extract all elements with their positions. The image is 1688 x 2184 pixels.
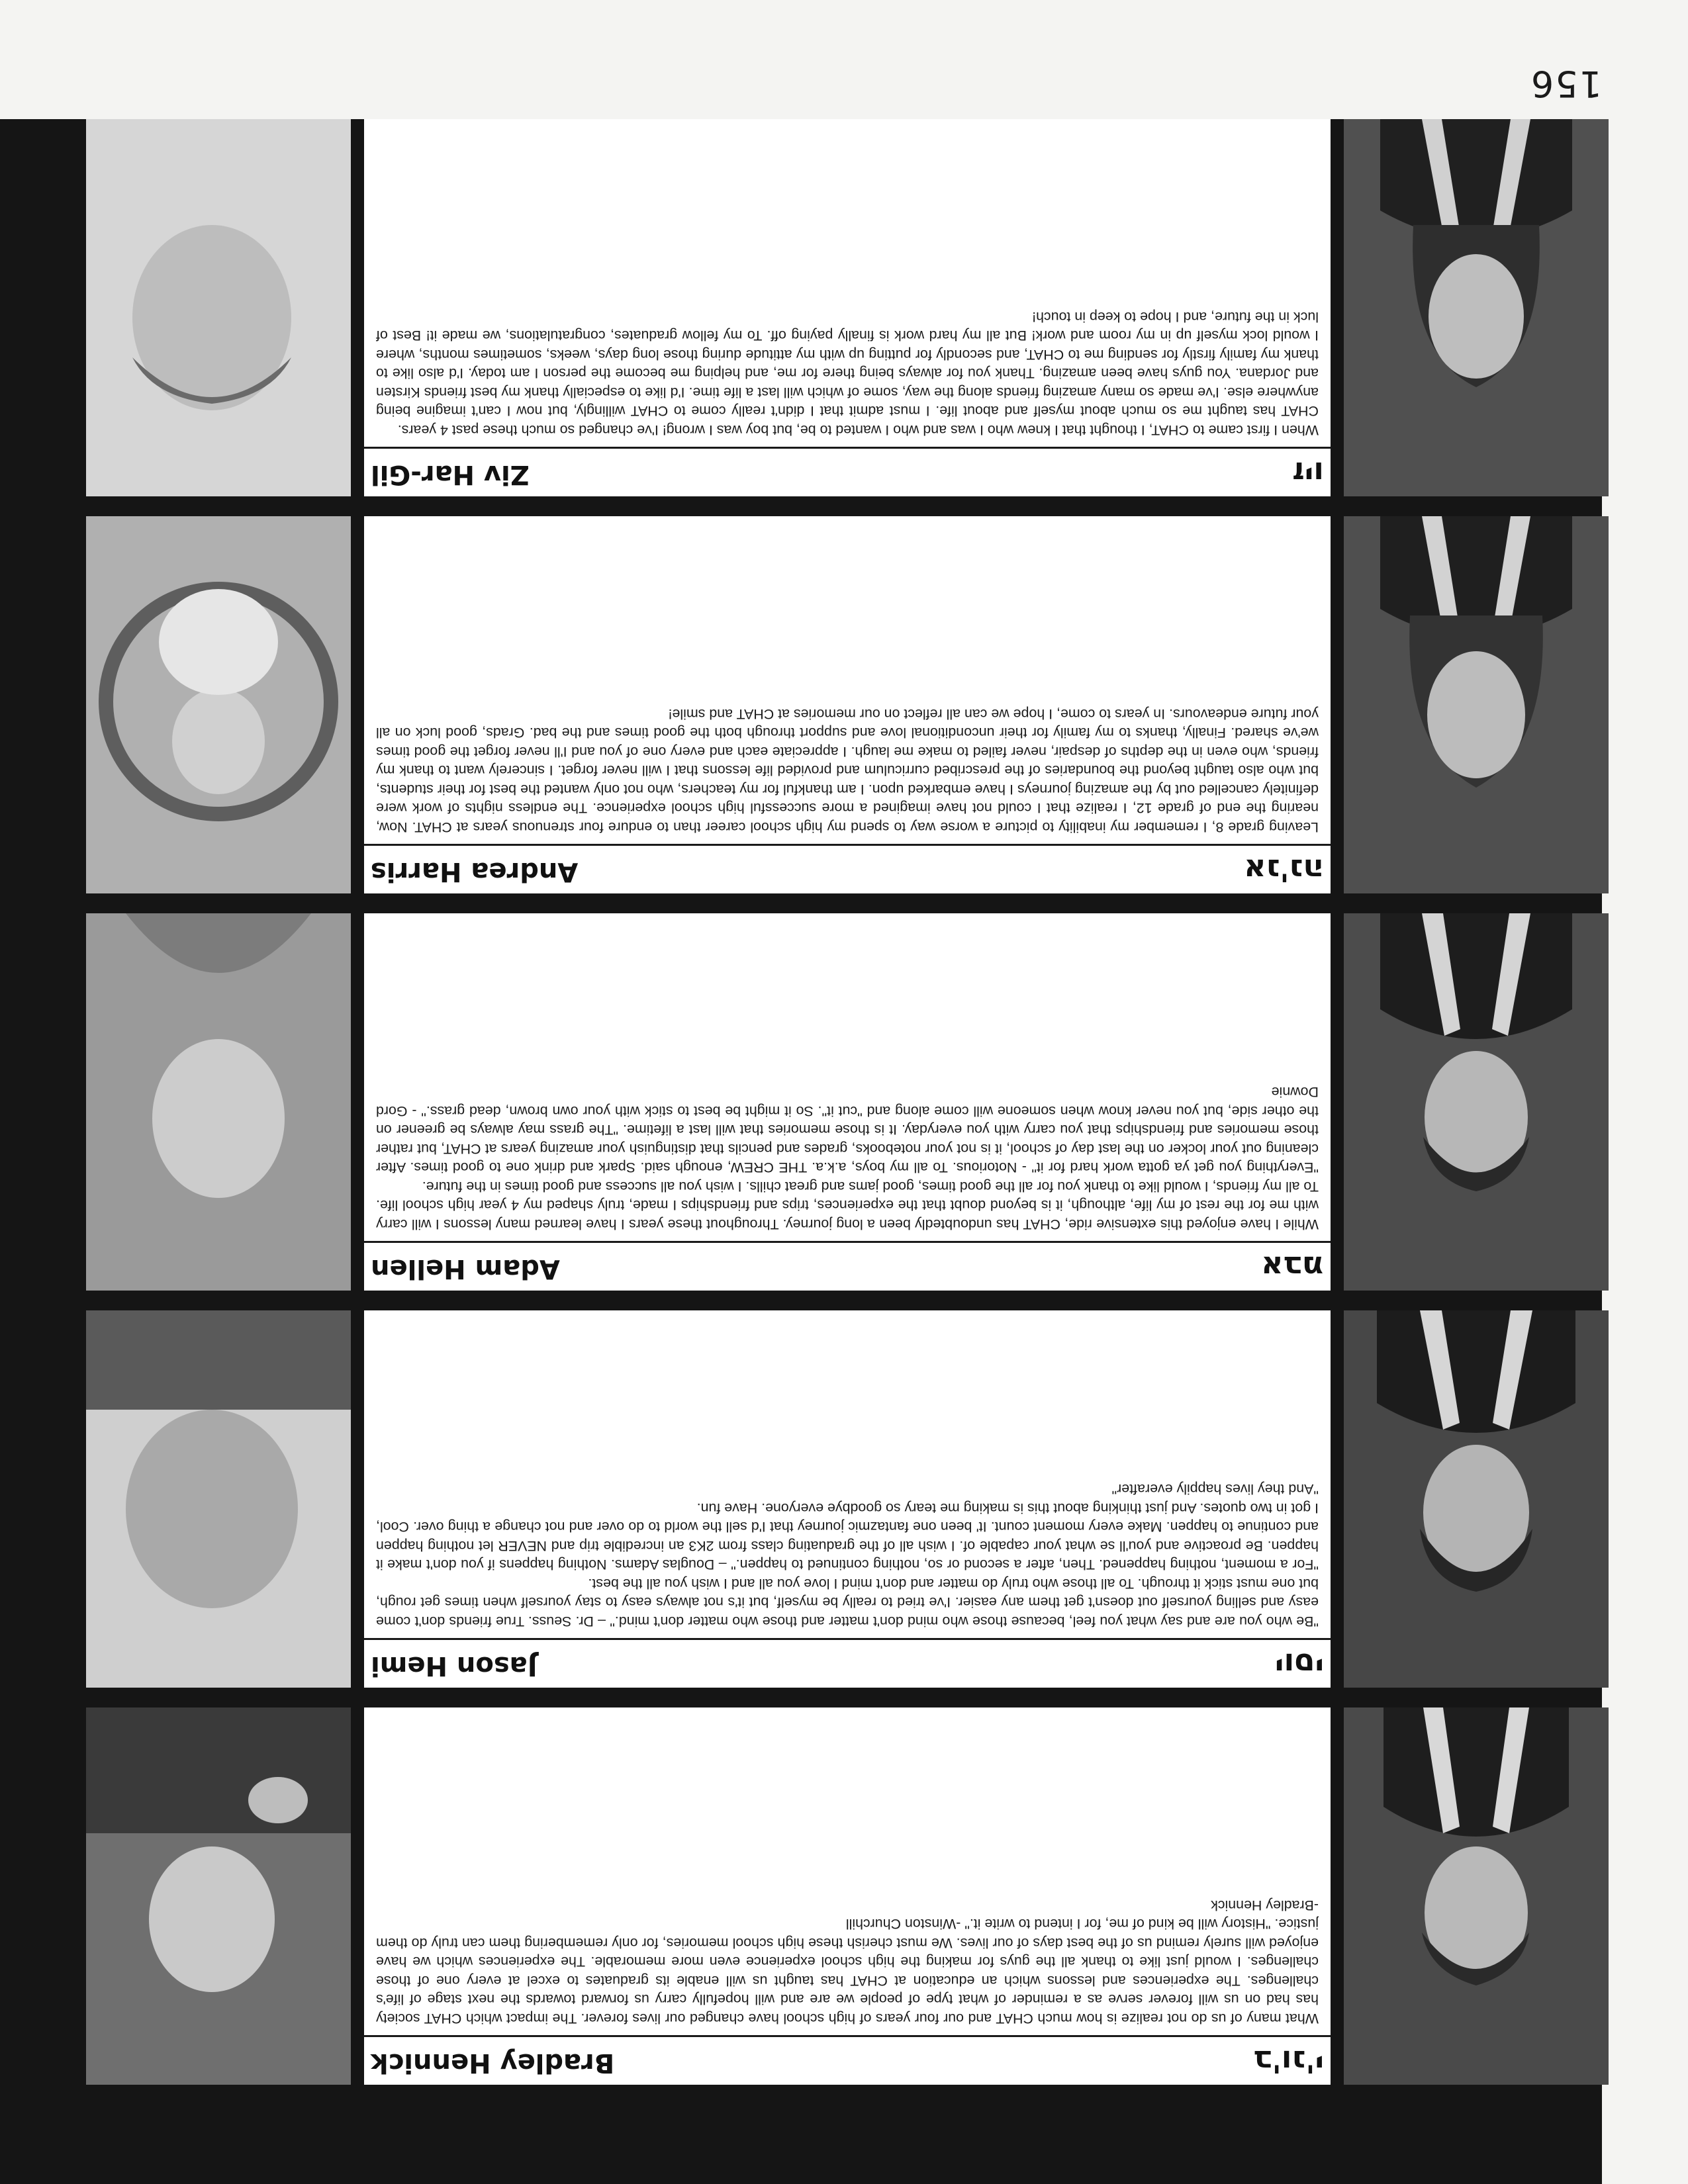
graduation-photo-image [1344, 1707, 1609, 2085]
baby-photo-image [86, 119, 351, 496]
baby-photo [86, 1310, 351, 1688]
name-bar [364, 1638, 1331, 1688]
student-entry [86, 913, 1609, 1291]
graduation-photo [1344, 1310, 1609, 1688]
student-name: Bradley Hennick [371, 2048, 615, 2078]
baby-photo [86, 119, 351, 496]
baby-photo-image [86, 1310, 351, 1688]
student-message: What many of us do not realize is how much CHAT and our four years of high school have changed our lives forever. The impact which CHAT society has had on us will forever serve as a reminder of what type of people we are and will hopefully carry us forward towards the next stage of life's challenges. The experiences and lessons which an education at CHAT has taught us will enable its graduates to excel at every one of those challenges. I would just like to thank all the guys for making the high school experience even more memorable. The experiences which we have enjoyed will surely remind us of the best days of our lives. We must cherish these high school memories, for only remembering them can truly do them justice. "History will be kind of me, for I intend to write it." -Winston Churchill -Bradley Hennick [376, 1897, 1319, 2026]
hebrew-name: יוסי [1274, 1647, 1324, 1682]
graduation-photo [1344, 119, 1609, 496]
baby-photo [86, 1707, 351, 2085]
hebrew-name: זיו [1292, 455, 1324, 491]
student-text-box [364, 913, 1331, 1291]
hebrew-name: אנ'נה [1244, 852, 1324, 888]
baby-photo-image [86, 913, 351, 1291]
page-number: 156 [1529, 63, 1602, 105]
graduation-photo [1344, 1707, 1609, 2085]
student-text-box [364, 1707, 1331, 2085]
baby-photo-image [86, 1707, 351, 2085]
student-text-box [364, 516, 1331, 893]
graduation-photo [1344, 516, 1609, 893]
name-bar [364, 1241, 1331, 1291]
graduation-photo-image [1344, 1310, 1609, 1688]
student-text-box [364, 119, 1331, 496]
baby-photo [86, 516, 351, 893]
student-entry [86, 1310, 1609, 1688]
graduation-photo [1344, 913, 1609, 1291]
student-name: Jason Hemi [371, 1651, 538, 1681]
student-message: Leaving grade 8, I remember my inability to picture a worse way to spend my high school career than to endure four strenuous years at CHAT. Now, nearing the end of grade 12, I realize that I could not have imagined a more successful high school experience. The endless nights of work were definitely cancelled out by the amazing journeys I have embarked upon. I am thankful for my teachers, who not only wanted the best for their students, but who also taught beyond the boundaries of the prescribed curriculum and provided life lessons that I will never forget. I sincerely want to thank my friends, who even in the depths of despair, never failed to make me laugh. I appreciate each and every one of you and I'll never forget the good times we've shared. Finally, thanks to my family for their unconditional love and support through both the good times and the bad. Grads, good luck on all your future endeavours. In years to come, I hope we can all reflect on our memories at CHAT and smile! [376, 706, 1319, 835]
graduation-photo-image [1344, 516, 1609, 893]
student-name: Andrea Harris [371, 856, 579, 887]
student-name: Adam Hellen [371, 1253, 560, 1284]
student-text-box [364, 1310, 1331, 1688]
name-bar [364, 844, 1331, 893]
graduation-photo-image [1344, 119, 1609, 496]
baby-photo-image [86, 516, 351, 893]
student-entry [86, 119, 1609, 496]
hebrew-name: ב'ונ'י [1253, 2044, 1324, 2079]
graduation-photo-image [1344, 913, 1609, 1291]
student-message: When I first came to CHAT, I thought that I knew who I was and who I wanted to be, but boy was I wrong! I've changed so much these past 4 years. CHAT has taught me so much about myself and about life. I must admit that I didn't really come to CHAT willingly, but now I can't imagine being anywhere else. I've made so many amazing friends along the way, some of which will last a life time. I'd like to especially thank my best friends Kirsten and Jordana. You guys have been amazing. Thank you for always being there for me, and helping me become the person I am today. I'd also like to thank my family firstly for sending me to CHAT, and secondly for putting up with my attitude during those long days, weeks, sometimes months, where I would lock myself up in my room and work! But all my hard work is finally paying off. To my fellow graduates, congratulations, we made it! Best of luck in the future, and I hope to keep in touch! [376, 309, 1319, 438]
student-name: Ziv Har-Gil [371, 459, 530, 490]
student-message: "Be who you are and say what you feel, because those who mind don't matter and those who matter don't mind." – Dr. Seuss. True friends don't come easy and selling yourself out doesn't get them any easier. I've tried to really be myself, but it's not always easy to stay yourself when times get rough, but one must stick it through. To all those who truly do matter and don't mind I love you all and I wish you all the best. "For a moment, nothing happened. Then, after a second or so, nothing continued to happen." – Douglas Adams. Nothing happens if you don't make it happen. Be proactive and you'll se what your capable of. I wish all of the graduating class from 2K3 an incredible trip and NEVER let nothing happen and continue to happen. Make every moment count. It' been one fantazmic journey that I'd sell the world to do over and not change a thing over. Cool, I got in two quotes. And just thinking about this is making me teary so goodbye everyone. Have fun. "And they lives happily everafter" [376, 1481, 1319, 1629]
student-message: While I have enjoyed this extensive ride, CHAT has undoubtedly been a long journey. Throughout these years I have learned many lessons I will carry with me for the rest of my life, although, it is beyond doubt that the experiences, trips and friendships I made, truly shaped my 4 year high school life. To all my friends, I would like to thank you for all the good times, good jams and great chills. I wish you all success and good times in the future. "Everything you get ya gotta work hard for it" - Notorious. To all my boys, a.k.a. THE CREW, enough said. Spark and drink one to good times. After cleaning out your locker on the last day of school, it is not your notebooks, grades and pencils that distinguish your amazing years at CHAT, but rather those memories and friendships that you carry with you everyday. It is those memories that will last a lifetime. "The grass may always be greener on the other side, but you never know when someone will come along and "cut it". So it might be best to stick with your own brown, dead grass." - Gord Downie [376, 1084, 1319, 1232]
student-entry [86, 516, 1609, 893]
student-entry [86, 1707, 1609, 2085]
hebrew-name: אבמ [1261, 1250, 1324, 1285]
name-bar [364, 2035, 1331, 2085]
name-bar [364, 447, 1331, 496]
baby-photo [86, 913, 351, 1291]
